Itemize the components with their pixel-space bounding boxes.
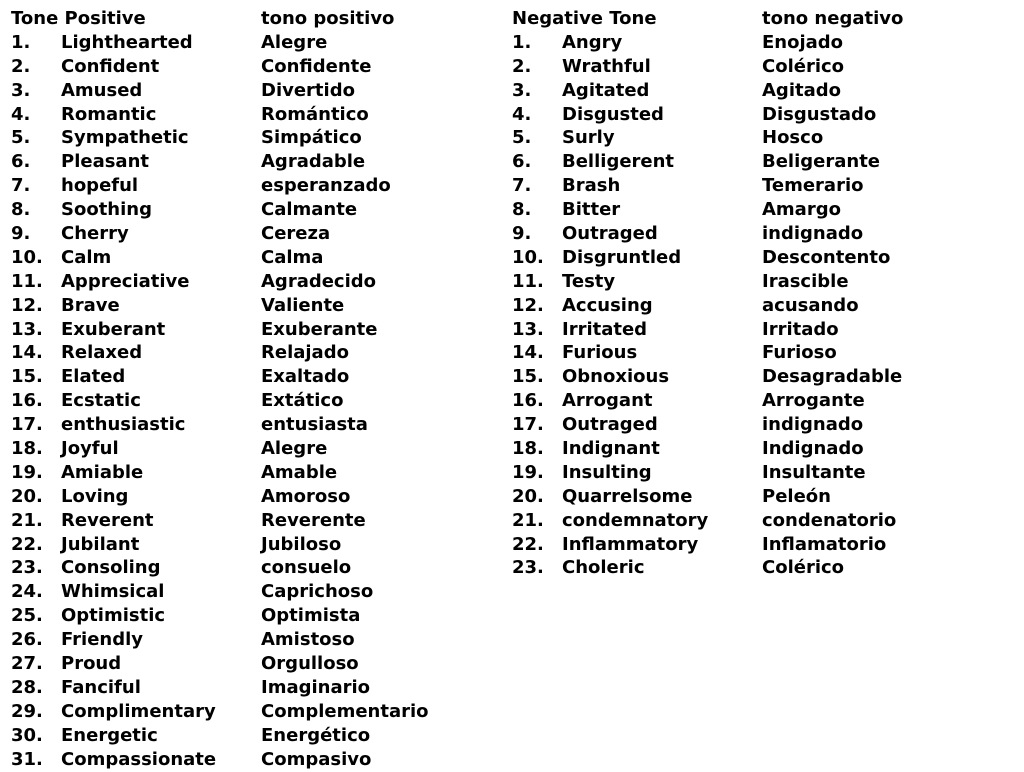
negative-tone-item-number: 7. bbox=[512, 175, 532, 197]
positive-tone-item-translation: Reverente bbox=[261, 509, 366, 531]
positive-tone-item-number: 27. bbox=[11, 653, 43, 675]
negative-tone-list-item bbox=[512, 55, 903, 79]
positive-tone-item-number: 19. bbox=[11, 461, 43, 483]
positive-tone-item-word: Calm bbox=[61, 246, 112, 268]
positive-tone-item-translation: Confidente bbox=[261, 55, 372, 77]
negative-tone-item-translation: indignado bbox=[762, 223, 864, 245]
positive-tone-item-translation: consuelo bbox=[261, 557, 352, 579]
negative-tone-item-word: Outraged bbox=[562, 223, 658, 245]
negative-tone-item-word: Inflammatory bbox=[562, 533, 699, 555]
positive-tone-item-word: Ecstatic bbox=[61, 390, 141, 412]
positive-tone-item-number: 28. bbox=[11, 676, 43, 698]
positive-tone-item-word: Proud bbox=[61, 653, 122, 675]
positive-tone-list-item bbox=[11, 150, 429, 174]
negative-tone-item-translation: Agitado bbox=[762, 79, 841, 101]
positive-tone-item-word: Soothing bbox=[61, 199, 152, 221]
positive-tone-item-translation: Cereza bbox=[261, 223, 331, 245]
negative-tone-item-word: Irritated bbox=[562, 318, 648, 340]
negative-tone-item-number: 1. bbox=[512, 31, 532, 53]
positive-tone-item-number: 15. bbox=[11, 366, 43, 388]
negative-tone-item-number: 20. bbox=[512, 485, 544, 507]
negative-tone-item-translation: Peleón bbox=[762, 485, 831, 507]
positive-tone-list-item bbox=[11, 79, 429, 103]
positive-tone-item-translation: Amoroso bbox=[261, 485, 351, 507]
negative-tone-item-translation: Furioso bbox=[762, 342, 837, 364]
negative-tone-item-word: Indignant bbox=[562, 438, 660, 460]
positive-tone-item-word: Sympathetic bbox=[61, 127, 189, 149]
positive-tone-item-translation: Extático bbox=[261, 390, 344, 412]
positive-tone-item-translation: Exuberante bbox=[261, 318, 378, 340]
negative-tone-header bbox=[512, 7, 903, 31]
negative-tone-item-word: Obnoxious bbox=[562, 366, 670, 388]
positive-tone-item-number: 13. bbox=[11, 318, 43, 340]
positive-tone-list-item bbox=[11, 126, 429, 150]
positive-tone-item-word: Appreciative bbox=[61, 270, 190, 292]
positive-tone-item-number: 7. bbox=[11, 175, 31, 197]
positive-tone-item-word: Fanciful bbox=[61, 676, 141, 698]
positive-tone-item-word: Compassionate bbox=[61, 748, 217, 770]
negative-tone-list bbox=[512, 31, 903, 580]
positive-tone-list-item bbox=[11, 628, 429, 652]
negative-tone-item-number: 12. bbox=[512, 294, 544, 316]
positive-tone-item-word: Whimsical bbox=[61, 581, 165, 603]
positive-tone-item-number: 20. bbox=[11, 485, 43, 507]
negative-tone-item-translation: Enojado bbox=[762, 31, 844, 53]
positive-tone-item-word: Exuberant bbox=[61, 318, 166, 340]
negative-tone-item-translation: Irritado bbox=[762, 318, 839, 340]
positive-tone-item-number: 8. bbox=[11, 199, 31, 221]
positive-tone-item-translation: Calma bbox=[261, 246, 324, 268]
negative-tone-item-word: Wrathful bbox=[562, 55, 651, 77]
positive-tone-item-translation: entusiasta bbox=[261, 414, 368, 436]
positive-tone-list-item bbox=[11, 580, 429, 604]
positive-tone-list-item bbox=[11, 485, 429, 509]
positive-tone-list-item bbox=[11, 533, 429, 557]
negative-tone-list-item bbox=[512, 413, 903, 437]
positive-tone-item-number: 25. bbox=[11, 605, 43, 627]
positive-tone-item-translation: Simpático bbox=[261, 127, 362, 149]
negative-tone-item-word: Bitter bbox=[562, 199, 621, 221]
positive-tone-list-item bbox=[11, 55, 429, 79]
negative-tone-item-translation: indignado bbox=[762, 414, 864, 436]
negative-tone-list-item bbox=[512, 509, 903, 533]
positive-tone-item-word: Lighthearted bbox=[61, 31, 193, 53]
positive-tone-item-translation: Exaltado bbox=[261, 366, 350, 388]
positive-tone-item-word: Amiable bbox=[61, 461, 144, 483]
positive-tone-list-item bbox=[11, 174, 429, 198]
negative-tone-list-item bbox=[512, 556, 903, 580]
positive-tone-item-word: Complimentary bbox=[61, 700, 216, 722]
negative-tone-item-number: 19. bbox=[512, 461, 544, 483]
positive-tone-item-number: 4. bbox=[11, 103, 31, 125]
negative-tone-item-number: 9. bbox=[512, 223, 532, 245]
positive-tone-item-number: 6. bbox=[11, 151, 31, 173]
negative-tone-item-word: Choleric bbox=[562, 557, 645, 579]
negative-tone-item-number: 5. bbox=[512, 127, 532, 149]
negative-tone-list-item bbox=[512, 318, 903, 342]
negative-tone-item-translation: Indignado bbox=[762, 438, 864, 460]
positive-tone-item-word: Relaxed bbox=[61, 342, 143, 364]
positive-tone-item-word: Cherry bbox=[61, 223, 129, 245]
positive-tone-item-number: 11. bbox=[11, 270, 43, 292]
positive-tone-item-word: Joyful bbox=[61, 438, 119, 460]
negative-tone-list-item bbox=[512, 222, 903, 246]
positive-tone-item-word: Energetic bbox=[61, 724, 158, 746]
positive-tone-item-translation: Amable bbox=[261, 461, 338, 483]
positive-tone-list-item bbox=[11, 103, 429, 127]
negative-tone-item-translation: Arrogante bbox=[762, 390, 865, 412]
positive-tone-heading-translation: tono positivo bbox=[261, 8, 395, 29]
positive-tone-item-number: 9. bbox=[11, 223, 31, 245]
negative-tone-item-word: Belligerent bbox=[562, 151, 675, 173]
negative-tone-item-word: Arrogant bbox=[562, 390, 653, 412]
negative-tone-item-translation: Desagradable bbox=[762, 366, 903, 388]
negative-tone-item-number: 4. bbox=[512, 103, 532, 125]
positive-tone-list-item bbox=[11, 31, 429, 55]
negative-tone-item-translation: Descontento bbox=[762, 246, 891, 268]
negative-tone-item-translation: Irascible bbox=[762, 270, 849, 292]
negative-tone-item-translation: condenatorio bbox=[762, 509, 897, 531]
positive-tone-list-item bbox=[11, 509, 429, 533]
positive-tone-item-word: Optimistic bbox=[61, 605, 166, 627]
negative-tone-item-word: Furious bbox=[562, 342, 638, 364]
negative-tone-item-word: Disgruntled bbox=[562, 246, 682, 268]
positive-tone-item-translation: Divertido bbox=[261, 79, 355, 101]
negative-tone-item-translation: acusando bbox=[762, 294, 859, 316]
positive-tone-item-translation: Caprichoso bbox=[261, 581, 374, 603]
negative-tone-item-word: Insulting bbox=[562, 461, 652, 483]
positive-tone-item-translation: Imaginario bbox=[261, 676, 371, 698]
positive-tone-list-item bbox=[11, 604, 429, 628]
positive-tone-item-word: Consoling bbox=[61, 557, 161, 579]
positive-tone-item-word: Friendly bbox=[61, 629, 144, 651]
positive-tone-list-item bbox=[11, 389, 429, 413]
negative-tone-item-translation: Colérico bbox=[762, 557, 845, 579]
positive-tone-list-item bbox=[11, 461, 429, 485]
positive-tone-list-item bbox=[11, 365, 429, 389]
positive-tone-item-translation: Calmante bbox=[261, 199, 358, 221]
positive-tone-item-number: 10. bbox=[11, 246, 43, 268]
positive-tone-item-number: 22. bbox=[11, 533, 43, 555]
negative-tone-list-item bbox=[512, 389, 903, 413]
negative-tone-item-number: 14. bbox=[512, 342, 544, 364]
positive-tone-item-number: 30. bbox=[11, 724, 43, 746]
positive-tone-list-item bbox=[11, 700, 429, 724]
positive-tone-list-item bbox=[11, 318, 429, 342]
positive-tone-item-number: 1. bbox=[11, 31, 31, 53]
negative-tone-heading: Negative Tone bbox=[512, 8, 657, 29]
positive-tone-item-number: 18. bbox=[11, 438, 43, 460]
positive-tone-item-word: Loving bbox=[61, 485, 129, 507]
negative-tone-list-item bbox=[512, 485, 903, 509]
negative-tone-item-word: Agitated bbox=[562, 79, 650, 101]
positive-tone-item-word: Romantic bbox=[61, 103, 157, 125]
positive-tone-list-item bbox=[11, 294, 429, 318]
positive-tone-item-number: 26. bbox=[11, 629, 43, 651]
negative-tone-item-word: Accusing bbox=[562, 294, 653, 316]
positive-tone-item-translation: Agradable bbox=[261, 151, 366, 173]
negative-tone-item-number: 6. bbox=[512, 151, 532, 173]
positive-tone-list-item bbox=[11, 413, 429, 437]
negative-tone-item-number: 18. bbox=[512, 438, 544, 460]
positive-tone-list-item bbox=[11, 652, 429, 676]
positive-tone-item-word: Brave bbox=[61, 294, 120, 316]
positive-tone-item-translation: Jubiloso bbox=[261, 533, 342, 555]
negative-tone-item-word: Angry bbox=[562, 31, 623, 53]
negative-tone-list-item bbox=[512, 461, 903, 485]
negative-tone-list-item bbox=[512, 79, 903, 103]
negative-tone-list-item bbox=[512, 103, 903, 127]
negative-tone-item-translation: Inflamatorio bbox=[762, 533, 887, 555]
positive-tone-item-number: 29. bbox=[11, 700, 43, 722]
positive-tone-item-word: Reverent bbox=[61, 509, 154, 531]
positive-tone-item-word: Amused bbox=[61, 79, 143, 101]
negative-tone-item-word: Disgusted bbox=[562, 103, 664, 125]
positive-tone-item-word: Confident bbox=[61, 55, 160, 77]
negative-tone-item-number: 21. bbox=[512, 509, 544, 531]
positive-tone-item-translation: Romántico bbox=[261, 103, 369, 125]
negative-tone-item-number: 23. bbox=[512, 557, 544, 579]
negative-tone-item-translation: Disgustado bbox=[762, 103, 877, 125]
negative-tone-item-word: Outraged bbox=[562, 414, 658, 436]
positive-tone-item-number: 23. bbox=[11, 557, 43, 579]
positive-tone-item-translation: Valiente bbox=[261, 294, 345, 316]
negative-tone-item-number: 22. bbox=[512, 533, 544, 555]
positive-tone-item-number: 31. bbox=[11, 748, 43, 770]
positive-tone-item-word: Pleasant bbox=[61, 151, 149, 173]
positive-tone-item-translation: Energético bbox=[261, 724, 371, 746]
negative-tone-item-number: 10. bbox=[512, 246, 544, 268]
positive-tone-item-number: 24. bbox=[11, 581, 43, 603]
positive-tone-item-translation: Optimista bbox=[261, 605, 361, 627]
negative-tone-list-item bbox=[512, 31, 903, 55]
positive-tone-list-item bbox=[11, 222, 429, 246]
negative-tone-item-word: Brash bbox=[562, 175, 621, 197]
negative-tone-item-number: 11. bbox=[512, 270, 544, 292]
positive-tone-item-number: 14. bbox=[11, 342, 43, 364]
positive-tone-list-item bbox=[11, 341, 429, 365]
negative-tone-item-translation: Amargo bbox=[762, 199, 841, 221]
positive-tone-heading: Tone Positive bbox=[11, 8, 146, 29]
positive-tone-item-word: Jubilant bbox=[61, 533, 140, 555]
negative-tone-list-item bbox=[512, 437, 903, 461]
positive-tone-item-translation: esperanzado bbox=[261, 175, 391, 197]
positive-tone-item-number: 2. bbox=[11, 55, 31, 77]
negative-tone-item-number: 15. bbox=[512, 366, 544, 388]
positive-tone-list-item bbox=[11, 270, 429, 294]
positive-tone-item-number: 12. bbox=[11, 294, 43, 316]
negative-tone-list-item bbox=[512, 126, 903, 150]
positive-tone-list-item bbox=[11, 676, 429, 700]
negative-tone-list-item bbox=[512, 294, 903, 318]
negative-tone-item-number: 3. bbox=[512, 79, 532, 101]
positive-tone-header bbox=[11, 7, 429, 31]
positive-tone-item-number: 5. bbox=[11, 127, 31, 149]
negative-tone-list-item bbox=[512, 270, 903, 294]
negative-tone-column bbox=[512, 7, 903, 580]
negative-tone-list-item bbox=[512, 174, 903, 198]
negative-tone-list-item bbox=[512, 246, 903, 270]
positive-tone-item-translation: Alegre bbox=[261, 438, 328, 460]
negative-tone-item-translation: Insultante bbox=[762, 461, 866, 483]
negative-tone-list-item bbox=[512, 150, 903, 174]
negative-tone-list-item bbox=[512, 533, 903, 557]
positive-tone-list-item bbox=[11, 246, 429, 270]
negative-tone-item-number: 17. bbox=[512, 414, 544, 436]
positive-tone-item-word: hopeful bbox=[61, 175, 139, 197]
positive-tone-item-word: enthusiastic bbox=[61, 414, 186, 436]
negative-tone-item-word: Quarrelsome bbox=[562, 485, 693, 507]
negative-tone-item-translation: Hosco bbox=[762, 127, 824, 149]
negative-tone-item-translation: Temerario bbox=[762, 175, 864, 197]
positive-tone-item-number: 17. bbox=[11, 414, 43, 436]
positive-tone-item-translation: Alegre bbox=[261, 31, 328, 53]
positive-tone-item-word: Elated bbox=[61, 366, 126, 388]
positive-tone-list-item bbox=[11, 556, 429, 580]
negative-tone-item-translation: Beligerante bbox=[762, 151, 881, 173]
positive-tone-list-item bbox=[11, 724, 429, 748]
positive-tone-column bbox=[11, 7, 429, 772]
negative-tone-heading-translation: tono negativo bbox=[762, 8, 904, 29]
positive-tone-list-item bbox=[11, 437, 429, 461]
negative-tone-list-item bbox=[512, 365, 903, 389]
positive-tone-item-translation: Orgulloso bbox=[261, 653, 359, 675]
negative-tone-item-number: 2. bbox=[512, 55, 532, 77]
negative-tone-list-item bbox=[512, 198, 903, 222]
positive-tone-item-number: 3. bbox=[11, 79, 31, 101]
negative-tone-item-word: Testy bbox=[562, 270, 616, 292]
negative-tone-item-word: Surly bbox=[562, 127, 615, 149]
negative-tone-item-word: condemnatory bbox=[562, 509, 709, 531]
negative-tone-item-translation: Colérico bbox=[762, 55, 845, 77]
positive-tone-item-translation: Compasivo bbox=[261, 748, 372, 770]
positive-tone-item-translation: Agradecido bbox=[261, 270, 377, 292]
positive-tone-item-number: 21. bbox=[11, 509, 43, 531]
positive-tone-item-translation: Relajado bbox=[261, 342, 349, 364]
negative-tone-item-number: 8. bbox=[512, 199, 532, 221]
positive-tone-item-translation: Complementario bbox=[261, 700, 429, 722]
positive-tone-item-number: 16. bbox=[11, 390, 43, 412]
negative-tone-item-number: 16. bbox=[512, 390, 544, 412]
positive-tone-list bbox=[11, 31, 429, 772]
positive-tone-list-item bbox=[11, 198, 429, 222]
positive-tone-item-translation: Amistoso bbox=[261, 629, 355, 651]
negative-tone-item-number: 13. bbox=[512, 318, 544, 340]
negative-tone-list-item bbox=[512, 341, 903, 365]
